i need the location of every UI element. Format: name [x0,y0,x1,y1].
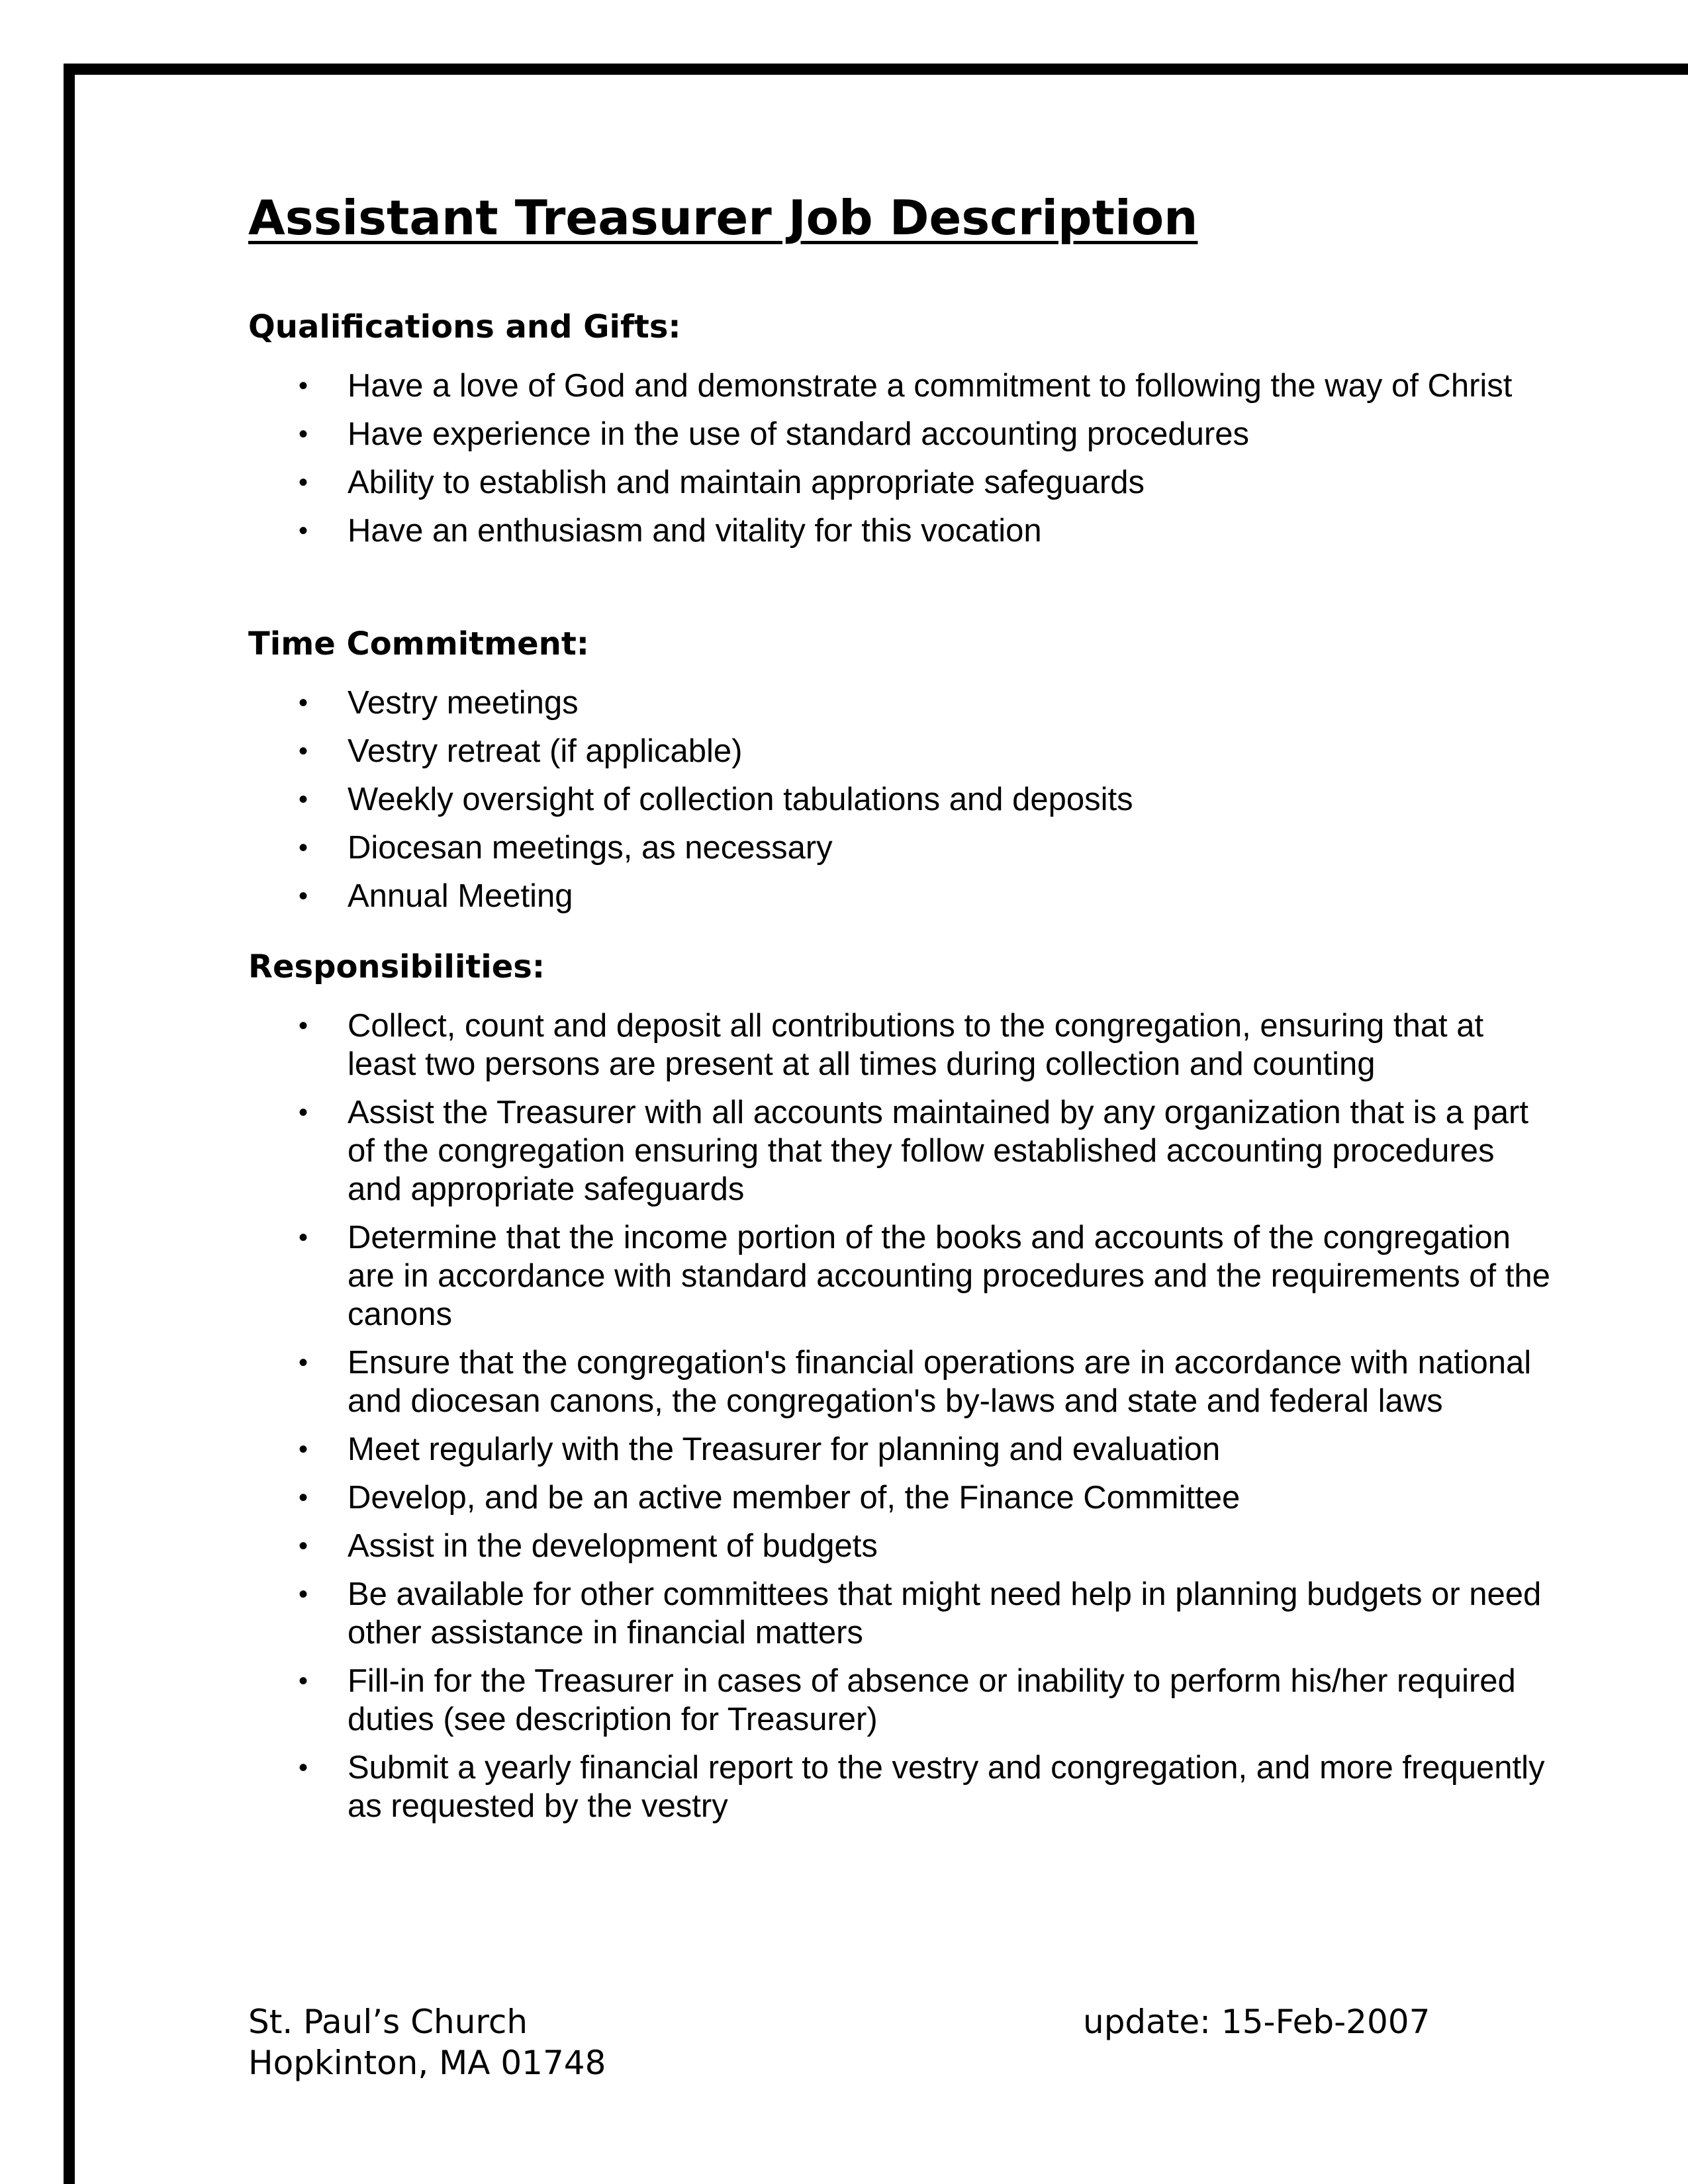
update-date: update: 15-Feb-2007 [1083,2003,1430,2041]
list-item [0,1575,1552,1652]
list-item [0,1343,1552,1420]
list-item [0,1527,1552,1565]
bullet-icon: • [299,688,308,717]
list-item [0,463,1552,502]
bullet-icon: • [299,516,308,545]
bullet-icon: • [299,468,308,497]
list-item-text: Be available for other committees that might need help in planning budgets or need other assistance in financial matters [348,1576,1542,1651]
bullet-icon: • [299,1483,308,1512]
bullet-icon: • [299,1348,308,1377]
list-item-text: Vestry retreat (if applicable) [348,733,743,769]
bullet-icon: • [299,1666,308,1696]
list-item [0,1093,1552,1208]
list-item-text: Have a love of God and demonstrate a commitment to following the way of Christ [348,368,1513,404]
bullet-icon: • [299,1435,308,1464]
list-item [0,1662,1552,1739]
bullet-icon: • [299,1753,308,1782]
bullet-icon: • [299,785,308,814]
qualifications-heading: Qualifications and Gifts: [248,308,681,345]
list-item [0,780,1552,819]
list-item [0,684,1552,722]
time-commitment-list [0,684,1688,925]
list-item-text: Assist in the development of budgets [348,1528,878,1564]
bullet-icon: • [299,737,308,766]
bullet-icon: • [299,1580,308,1609]
list-item-text: Collect, count and deposit all contributions to the congregation, ensuring that at least two persons are present at all times during collection and counting [348,1008,1484,1082]
bullet-icon: • [299,1531,308,1561]
list-item-text: Meet regularly with the Treasurer for planning and evaluation [348,1432,1221,1467]
list-item [0,877,1552,915]
list-item-text: Annual Meeting [348,878,573,914]
list-item [0,1218,1552,1334]
page-border-top [64,64,1688,73]
bullet-icon: • [299,420,308,449]
list-item [0,732,1552,770]
list-item-text: Vestry meetings [348,685,579,721]
qualifications-list [0,367,1688,560]
list-item-text: Have experience in the use of standard accounting procedures [348,416,1249,452]
list-item [0,1007,1552,1083]
list-item [0,415,1552,453]
list-item [0,1479,1552,1517]
bullet-icon: • [299,882,308,911]
bullet-icon: • [299,1223,308,1252]
church-address: Hopkinton, MA 01748 [248,2044,606,2082]
list-item-text: Have an enthusiasm and vitality for this vocation [348,513,1042,549]
bullet-icon: • [299,833,308,862]
list-item-text: Develop, and be an active member of, the Finance Committee [348,1480,1241,1516]
list-item [0,829,1552,867]
list-item-text: Ability to establish and maintain appropriate safeguards [348,465,1145,500]
list-item [0,512,1552,550]
page-border-top-inner [73,73,1688,75]
responsibilities-list [0,1007,1688,1835]
list-item-text: Fill-in for the Treasurer in cases of absence or inability to perform his/her required duties (see description for Treasurer) [348,1663,1516,1737]
list-item [0,367,1552,405]
list-item-text: Ensure that the congregation's financial operations are in accordance with national and diocesan canons, the congregation's by-laws and state and federal laws [348,1345,1532,1419]
list-item [0,1430,1552,1469]
list-item [0,1749,1552,1825]
footer-address-block [248,2001,606,2083]
church-name: St. Paul’s Church [248,2003,528,2041]
responsibilities-heading: Responsibilities: [248,948,545,985]
list-item-text: Weekly oversight of collection tabulations and deposits [348,782,1133,817]
document-title: Assistant Treasurer Job Description [248,190,1198,246]
list-item-text: Determine that the income portion of the books and accounts of the congregation are in accordance with standard accounting procedures and the requirements of the canons [348,1220,1550,1332]
list-item-text: Submit a yearly financial report to the vestry and congregation, and more frequently as requested by the vestry [348,1750,1545,1824]
bullet-icon: • [299,1098,308,1127]
bullet-icon: • [299,1011,308,1040]
bullet-icon: • [299,371,308,400]
time-commitment-heading: Time Commitment: [248,625,589,662]
footer-update-block [1083,2001,1430,2042]
list-item-text: Assist the Treasurer with all accounts maintained by any organization that is a part of the congregation ensuring that they follow established accounting procedures and appropriate safeguards [348,1095,1528,1207]
list-item-text: Diocesan meetings, as necessary [348,830,833,866]
